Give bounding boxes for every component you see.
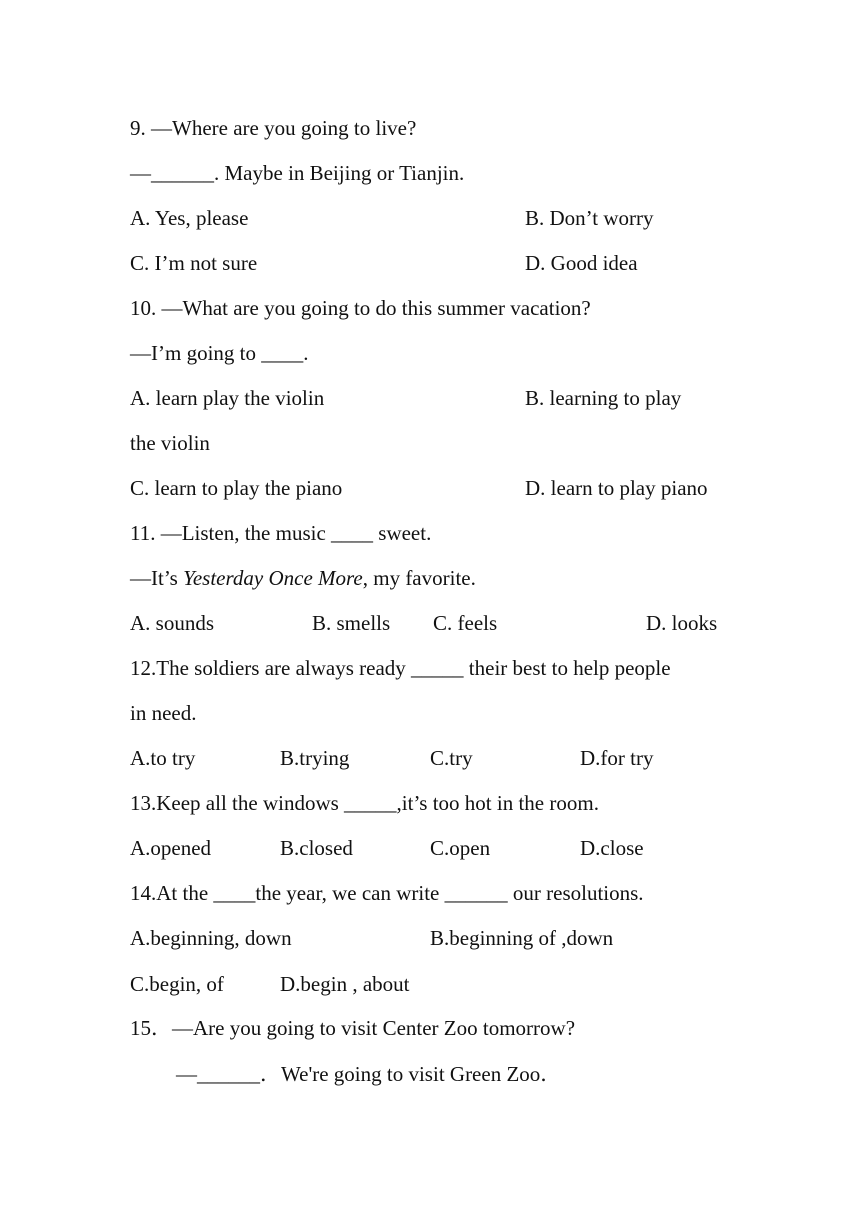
question-13-stem: 13.Keep all the windows _____,it’s too hot in the room. (130, 791, 599, 815)
question-9-option-c: C. I’m not sure (130, 251, 258, 275)
question-12-stem-continued: in need. (130, 701, 197, 725)
question-11-option-c: C. feels (433, 611, 498, 635)
question-9-stem: 9. —Where are you going to live? (130, 116, 417, 140)
question-11-option-d: D. looks (646, 611, 718, 635)
question-11-option-a: A. sounds (130, 611, 215, 635)
question-10-option-a: A. learn play the violin (130, 386, 325, 410)
question-14-option-c: C.begin, of (130, 972, 224, 996)
question-12-option-b: B.trying (280, 746, 350, 770)
question-12-option-a: A.to try (130, 746, 196, 770)
question-9-option-d: D. Good idea (525, 251, 638, 275)
question-14-option-a: A.beginning, down (130, 926, 292, 950)
question-11-reply (130, 564, 476, 592)
question-10-option-c: C. learn to play the piano (130, 476, 343, 500)
question-14-stem: 14.At the ____the year, we can write ______ our resolutions. (130, 881, 644, 905)
question-10-option-d: D. learn to play piano (525, 476, 708, 500)
question-11-stem: 11. —Listen, the music ____ sweet. (130, 521, 432, 545)
question-15-stem: 15．—Are you going to visit Center Zoo tomorrow? (130, 1016, 576, 1040)
question-11-reply-prefix: —It’s (130, 566, 184, 590)
question-11-reply-suffix: , my favorite. (362, 566, 476, 590)
question-9-option-b: B. Don’t worry (525, 206, 654, 230)
question-10-option-b: B. learning to play (525, 386, 682, 410)
question-14-option-d: D.begin , about (280, 972, 410, 996)
question-10-option-b-continued: the violin (130, 431, 210, 455)
question-9-option-a: A. Yes, please (130, 206, 249, 230)
question-10-stem: 10. —What are you going to do this summer vacation? (130, 296, 591, 320)
question-13-option-b: B.closed (280, 836, 353, 860)
question-12-stem: 12.The soldiers are always ready _____ their best to help people (130, 656, 671, 680)
question-13-option-a: A.opened (130, 836, 212, 860)
question-10-reply: —I’m going to ____. (130, 341, 309, 365)
song-title: Yesterday Once More (183, 566, 363, 590)
question-13-option-c: C.open (430, 836, 491, 860)
question-12-option-d: D.for try (580, 746, 654, 770)
question-14-option-b: B.beginning of ,down (430, 926, 614, 950)
question-15-reply: —______．We're going to visit Green Zoo． (176, 1062, 562, 1086)
question-9-reply: —______. Maybe in Beijing or Tianjin. (130, 161, 465, 185)
question-12-option-c: C.try (430, 746, 473, 770)
question-13-option-d: D.close (580, 836, 644, 860)
question-11-option-b: B. smells (312, 611, 391, 635)
